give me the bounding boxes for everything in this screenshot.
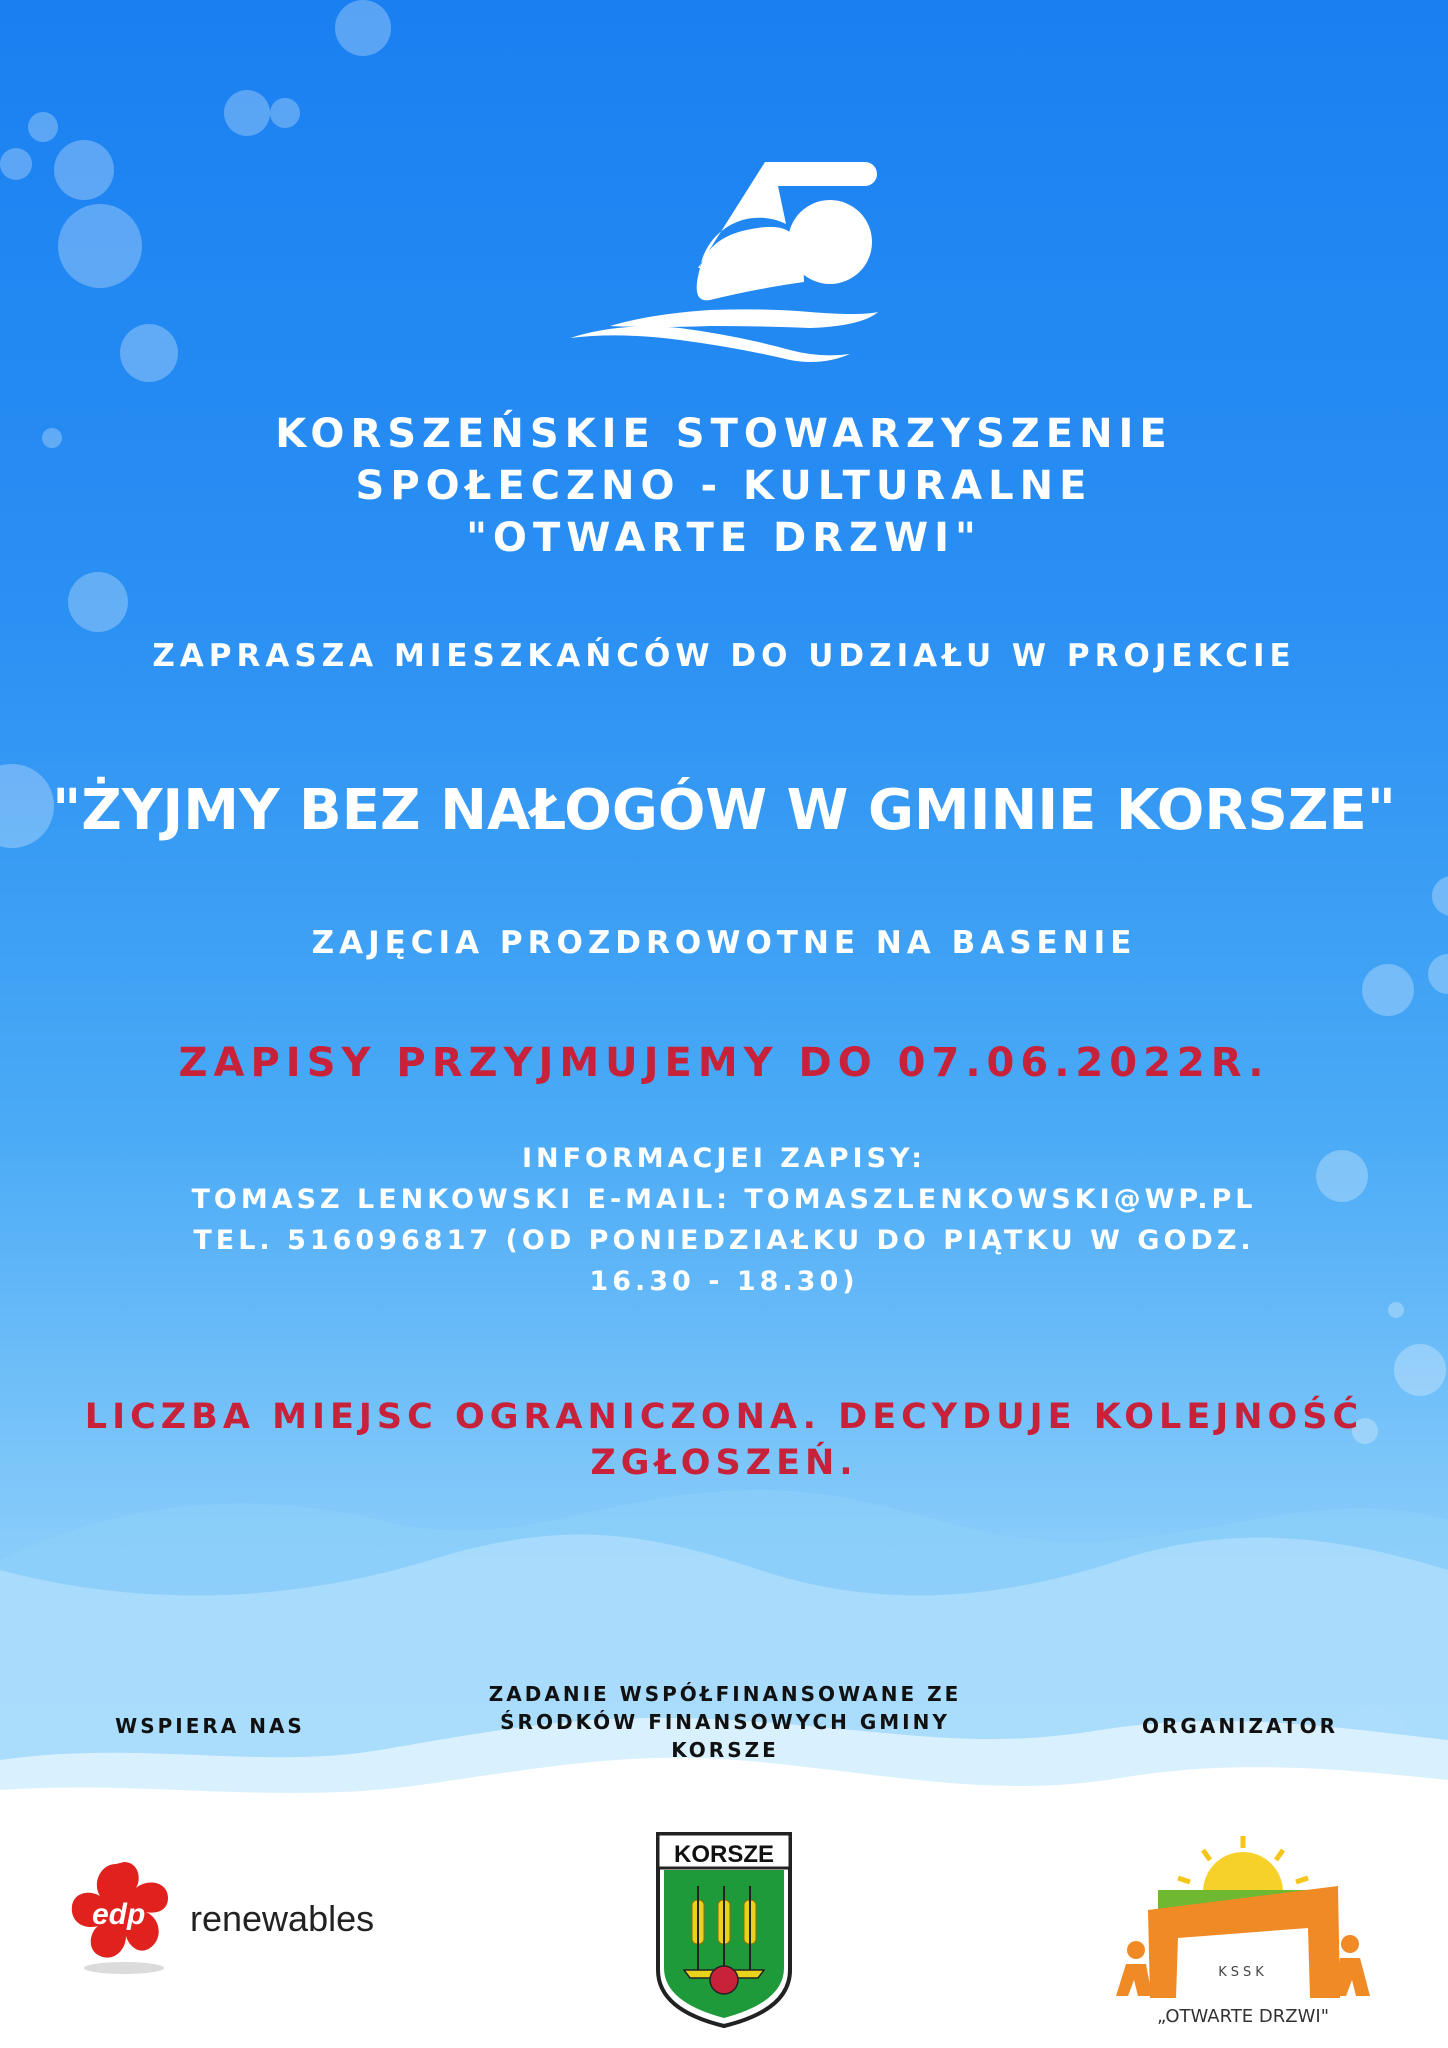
cofinance-line: ŚRODKÓW FINANSOWYCH GMINY [500, 1710, 950, 1734]
bubble [270, 98, 300, 128]
limit-line: LICZBA MIEJSC OGRANICZONA. DECYDUJE KOLEJNOŚĆ [84, 1397, 1364, 1437]
bubble [58, 204, 142, 288]
bubble [68, 572, 128, 632]
bubble [1362, 964, 1414, 1016]
edp-brand-text: edp [92, 1898, 146, 1931]
sponsor-label: WSPIERA NAS [115, 1714, 305, 1738]
organizer-label: ORGANIZATOR [1142, 1714, 1338, 1738]
bubble [54, 140, 114, 200]
bubble [1394, 1344, 1446, 1396]
bubble [28, 112, 58, 142]
bubble [224, 90, 270, 136]
organization-line: KORSZEŃSKIE STOWARZYSZENIE [275, 411, 1173, 457]
invite-text: ZAPRASZA MIESZKAŃCÓW DO UDZIAŁU W PROJEKCIE [152, 638, 1296, 674]
registration-deadline: ZAPISY PRZYJMUJEMY DO 07.06.2022R. [178, 1040, 1270, 1086]
contact-line: 16.30 - 18.30) [589, 1266, 859, 1297]
cofinance-line: ZADANIE WSPÓŁFINANSOWANE ZE [488, 1682, 962, 1706]
organization-line: "OTWARTE DRZWI" [466, 515, 982, 561]
edp-logo [64, 1856, 184, 1976]
limit-line: ZGŁOSZEŃ. [590, 1443, 858, 1483]
kssk-logo [1108, 1830, 1378, 2040]
bubble [335, 0, 391, 56]
edp-renewables-text: renewables [190, 1898, 375, 1939]
organization-line: SPOŁECZNO - KULTURALNE [355, 463, 1093, 509]
cofinance-line: KORSZE [671, 1738, 779, 1762]
kssk-small-text: KSSK [1218, 1965, 1268, 1980]
bubble [1388, 1302, 1404, 1318]
kssk-name-text: „OTWARTE DRZWI" [1156, 2006, 1330, 2027]
project-title: "ŻYJMY BEZ NAŁOGÓW W GMINIE KORSZE" [52, 778, 1396, 843]
contact-info [0, 1138, 1448, 1302]
contact-line: TOMASZ LENKOWSKI E-MAIL: TOMASZLENKOWSKI@WP.PL [191, 1184, 1257, 1215]
korsze-crest [654, 1830, 794, 2030]
contact-line: TEL. 516096817 (OD PONIEDZIAŁKU DO PIĄTKU W GODZ. [193, 1225, 1255, 1256]
bubble [1432, 876, 1448, 916]
swimmer-icon [560, 150, 900, 370]
bubble [0, 148, 32, 180]
classes-text: ZAJĘCIA PROZDROWOTNE NA BASENIE [311, 925, 1137, 961]
bubble [120, 324, 178, 382]
organization-name [0, 408, 1448, 564]
cofinance-text [480, 1680, 970, 1764]
contact-line: INFORMACJEI ZAPISY: [521, 1143, 927, 1174]
crest-title: KORSZE [673, 1841, 775, 1868]
